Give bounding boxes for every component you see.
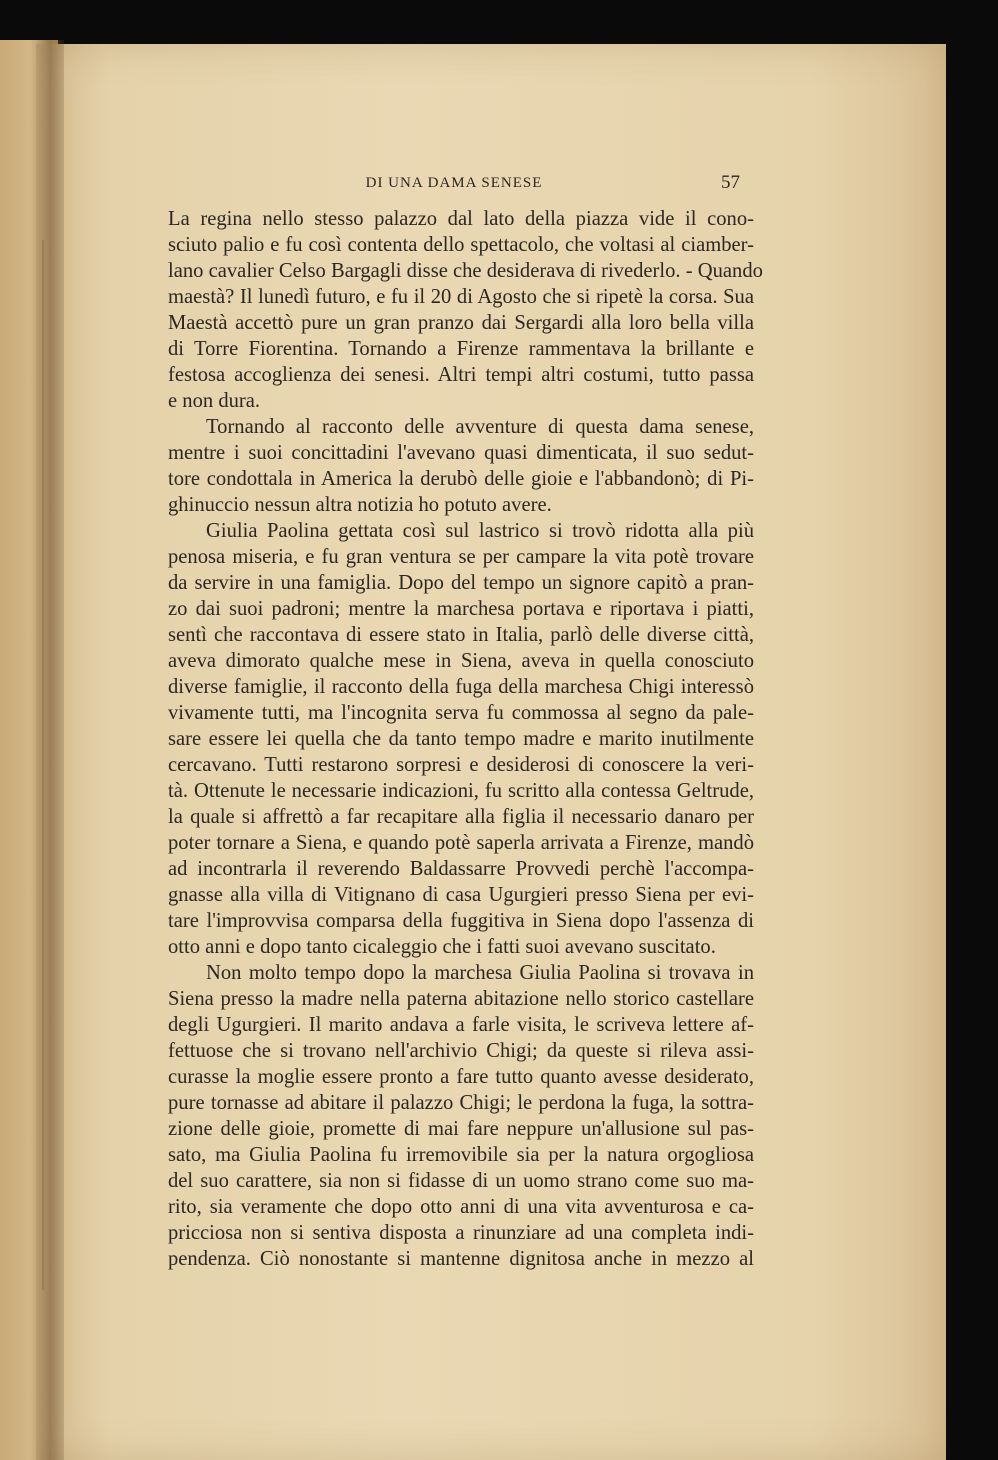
text-line: e non dura. xyxy=(168,390,261,412)
text-line: vivamente tutti, ma l'incognita serva fu commossa al segno da pale- xyxy=(168,702,754,724)
text-line: pure tornasse ad abitare il palazzo Chigi; le perdona la fuga, la sottra- xyxy=(168,1092,754,1114)
text-line: maestà? Il lunedì futuro, e fu il 20 di Agosto che si ripetè la corsa. Sua xyxy=(168,286,754,308)
text-line: sciuto palio e fu così contenta dello spettacolo, che voltasi al ciamber- xyxy=(168,234,754,256)
text-line: sare essere lei quella che da tanto tempo madre e marito inutilmente xyxy=(168,728,754,750)
text-line: lano cavalier Celso Bargagli disse che desiderava di rivederlo. - Quando xyxy=(168,260,763,282)
text-line: tore condottala in America la derubò delle gioie e l'abbandonò; di Pi- xyxy=(168,468,754,490)
text-line: del suo carattere, sia non si fidasse di un uomo strano come suo ma- xyxy=(168,1170,754,1192)
text-line: zo dai suoi padroni; mentre la marchesa portava e riportava i piatti, xyxy=(168,598,754,620)
text-line: ghinuccio nessun altra notizia ho potuto avere. xyxy=(168,494,552,516)
text-line: pricciosa non si sentiva disposta a rinunziare ad una completa indi- xyxy=(168,1222,754,1244)
text-line: Non molto tempo dopo la marchesa Giulia Paolina si trovava in xyxy=(206,962,754,984)
text-line: sato, ma Giulia Paolina fu irremovibile sia per la natura orgogliosa xyxy=(168,1144,754,1166)
text-line: tà. Ottenute le necessarie indicazioni, fu scritto alla contessa Geltrude, xyxy=(168,780,754,802)
text-line: pendenza. Ciò nonostante si mantenne dignitosa anche in mezzo al xyxy=(168,1248,754,1270)
text-line: di Torre Fiorentina. Tornando a Firenze rammentava la brillante e xyxy=(168,338,754,360)
text-line: zione delle gioie, promette di mai fare neppure un'allusione sul pas- xyxy=(168,1118,754,1140)
text-line: diverse famiglie, il racconto della fuga della marchesa Chigi interessò xyxy=(168,676,754,698)
text-line: ad incontrarla il reverendo Baldassarre Provvedi perchè l'accompa- xyxy=(168,858,754,880)
running-title: DI UNA DAMA SENESE xyxy=(365,175,543,191)
text-line: la quale si affrettò a far recapitare alla figlia il necessario danaro per xyxy=(168,806,754,828)
text-line: Tornando al racconto delle avventure di questa dama senese, xyxy=(206,416,754,438)
text-line: cercavano. Tutti restarono sorpresi e desiderosi di conoscere la veri- xyxy=(168,754,754,776)
body-text xyxy=(168,206,763,1272)
book-gutter xyxy=(30,40,64,1460)
text-line: fettuose che si trovano nell'archivio Chigi; da queste si rileva assi- xyxy=(168,1040,754,1062)
text-line: degli Ugurgieri. Il marito andava a farle visita, le scriveva lettere af- xyxy=(168,1014,754,1036)
text-line: Siena presso la madre nella paterna abitazione nello storico castellare xyxy=(168,988,754,1010)
text-line: festosa accoglienza dei senesi. Altri tempi altri costumi, tutto passa xyxy=(168,364,754,386)
text-line: Maestà accettò pure un gran pranzo dai Sergardi alla loro bella villa xyxy=(168,312,754,334)
text-line: aveva dimorato qualche mese in Siena, aveva in quella conosciuto xyxy=(168,650,754,672)
text-line: penosa miseria, e fu gran ventura se per campare la vita potè trovare xyxy=(168,546,754,568)
text-line: Giulia Paolina gettata così sul lastrico si trovò ridotta alla più xyxy=(206,520,754,542)
text-line: La regina nello stesso palazzo dal lato della piazza vide il cono- xyxy=(168,208,754,230)
text-line: da servire in una famiglia. Dopo del tempo un signore capitò a pran- xyxy=(168,572,754,594)
text-line: sentì che raccontava di essere stato in Italia, parlò delle diverse città, xyxy=(168,624,754,646)
text-line: otto anni e dopo tanto cicaleggio che i fatti suoi avevano suscitato. xyxy=(168,936,716,958)
page-crease xyxy=(42,240,44,1290)
page-number: 57 xyxy=(721,172,740,193)
text-line: curasse la moglie essere pronto a fare tutto quanto avesse desiderato, xyxy=(168,1066,754,1088)
text-line: rito, sia veramente che dopo otto anni di una vita avventurosa e ca- xyxy=(168,1196,754,1218)
text-line: mentre i suoi concittadini l'avevano quasi dimenticata, il suo sedut- xyxy=(168,442,754,464)
page-header xyxy=(168,172,740,196)
text-line: poter tornare a Siena, e quando potè saperla arrivata a Firenze, mandò xyxy=(168,832,754,854)
text-line: tare l'improvvisa comparsa della fuggitiva in Siena dopo l'assenza di xyxy=(168,910,754,932)
text-line: gnasse alla villa di Vitignano di casa Ugurgieri presso Siena per evi- xyxy=(168,884,754,906)
